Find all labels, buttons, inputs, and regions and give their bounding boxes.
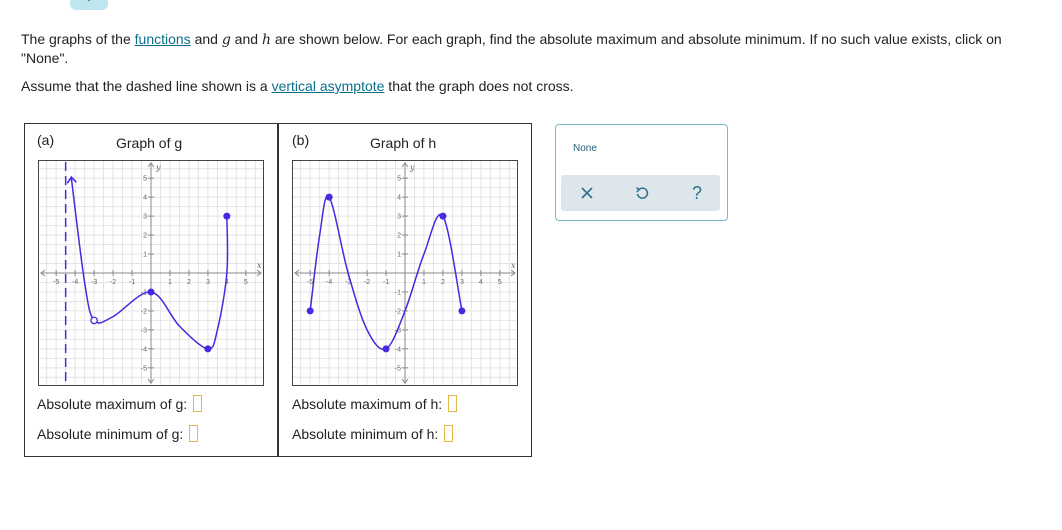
graph-h-title: [370, 135, 436, 151]
y-tick-label: 2: [143, 232, 147, 240]
y-tick-label: -3: [394, 327, 401, 335]
graphs-divider: [277, 123, 279, 457]
h-min-row: [292, 425, 453, 442]
answer-panel: [555, 124, 728, 221]
undo-icon: [635, 186, 649, 200]
x-tick-label: -3: [90, 279, 98, 286]
h-max-input[interactable]: [448, 395, 457, 412]
y-tick-label: 4: [397, 194, 401, 202]
graph-h-title-text: Graph of h: [370, 135, 437, 151]
closed-point: [148, 288, 155, 295]
x-tick-label: 5: [497, 279, 502, 286]
x-tick-label: 1: [168, 279, 172, 286]
help-icon: ?: [691, 182, 702, 203]
y-tick-label: 3: [397, 213, 401, 221]
x-tick-label: -5: [307, 279, 314, 286]
answer-toolbar: [561, 175, 720, 211]
g-min-input[interactable]: [189, 425, 198, 442]
functions-link[interactable]: functions: [134, 31, 191, 47]
x-tick-label: 2: [186, 279, 191, 286]
g-min-row: [37, 425, 198, 442]
x-tick-label: 1: [422, 279, 426, 286]
closed-point: [439, 213, 446, 220]
x-tick-label: 4: [224, 279, 229, 286]
h-max-row: [292, 395, 457, 412]
question-text: The graphs of the functions and g and h are shown below. For each graph, find the absolute maximum and absolute minimum. If no such value exists, click on "None".: [21, 31, 1002, 66]
x-tick-label: -1: [382, 279, 390, 286]
x-tick-label: -5: [53, 279, 60, 286]
y-tick-label: -5: [140, 365, 147, 373]
vertical-asymptote-link[interactable]: vertical asymptote: [271, 78, 385, 94]
y-tick-label: -2: [394, 308, 401, 316]
x-tick-label: -4: [72, 279, 79, 286]
x-tick-label: 4: [478, 279, 483, 286]
y-tick-label: -1: [140, 289, 147, 297]
graph-g-title: [116, 135, 182, 151]
y-tick-label: -2: [140, 308, 147, 316]
y-tick-label: 5: [397, 175, 401, 183]
g-max-label: Absolute maximum of g:: [37, 395, 188, 412]
x-tick-label: -2: [109, 279, 117, 286]
open-point: [91, 317, 97, 323]
part-b-label: (b): [292, 132, 310, 148]
var-g: g: [221, 32, 231, 48]
y-tick-label: -4: [140, 346, 147, 354]
x-tick-label: -1: [128, 279, 136, 286]
y-tick-label: -5: [394, 365, 401, 373]
y-tick-label: 1: [397, 251, 401, 259]
x-tick-label: 3: [205, 279, 210, 286]
help-button[interactable]: [677, 175, 717, 211]
h-min-label: Absolute minimum of h:: [292, 425, 439, 442]
x-tick-label: -3: [344, 279, 352, 286]
y-tick-label: 4: [143, 194, 147, 202]
y-tick-label: 5: [143, 175, 147, 183]
closed-point: [383, 345, 390, 352]
x-tick-label: 5: [243, 279, 248, 286]
g-max-input[interactable]: [193, 395, 202, 412]
y-axis-label: y: [156, 163, 161, 172]
graph-g: [38, 160, 264, 386]
asymptote-note: Assume that the dashed line shown is a vertical asymptote that the graph does not cross.: [21, 78, 574, 94]
none-option[interactable]: None: [573, 143, 597, 154]
y-tick-label: 1: [143, 251, 147, 259]
h-min-input[interactable]: [444, 425, 453, 442]
chevron-down-icon: [82, 0, 96, 2]
closed-point: [204, 345, 211, 352]
x-tick-label: 2: [440, 279, 445, 286]
y-tick-label: -3: [140, 327, 147, 335]
closed-point: [307, 307, 314, 314]
g-max-row: [37, 395, 202, 412]
closed-point: [326, 194, 333, 201]
x-tick-label: 3: [459, 279, 464, 286]
h-max-label: Absolute maximum of h:: [292, 395, 443, 412]
graph-h: [292, 160, 518, 386]
graph-g-title-text: Graph of g: [116, 135, 183, 151]
x-tick-label: -4: [326, 279, 333, 286]
y-tick-label: 2: [397, 232, 401, 240]
x-tick-label: -2: [363, 279, 371, 286]
x-axis-label: x: [511, 261, 516, 270]
closed-point: [458, 307, 465, 314]
top-tab[interactable]: [70, 0, 108, 10]
g-min-label: Absolute minimum of g:: [37, 425, 184, 442]
y-axis-label: y: [410, 163, 415, 172]
undo-button[interactable]: [622, 175, 662, 211]
y-tick-label: -4: [394, 346, 401, 354]
y-tick-label: 3: [143, 213, 147, 221]
x-axis-label: x: [257, 261, 262, 270]
part-a-label: (a): [37, 132, 55, 148]
x-icon: [581, 187, 593, 199]
y-tick-label: -1: [394, 289, 401, 297]
var-h: h: [261, 32, 271, 48]
closed-point: [223, 213, 230, 220]
clear-button[interactable]: [567, 175, 607, 211]
